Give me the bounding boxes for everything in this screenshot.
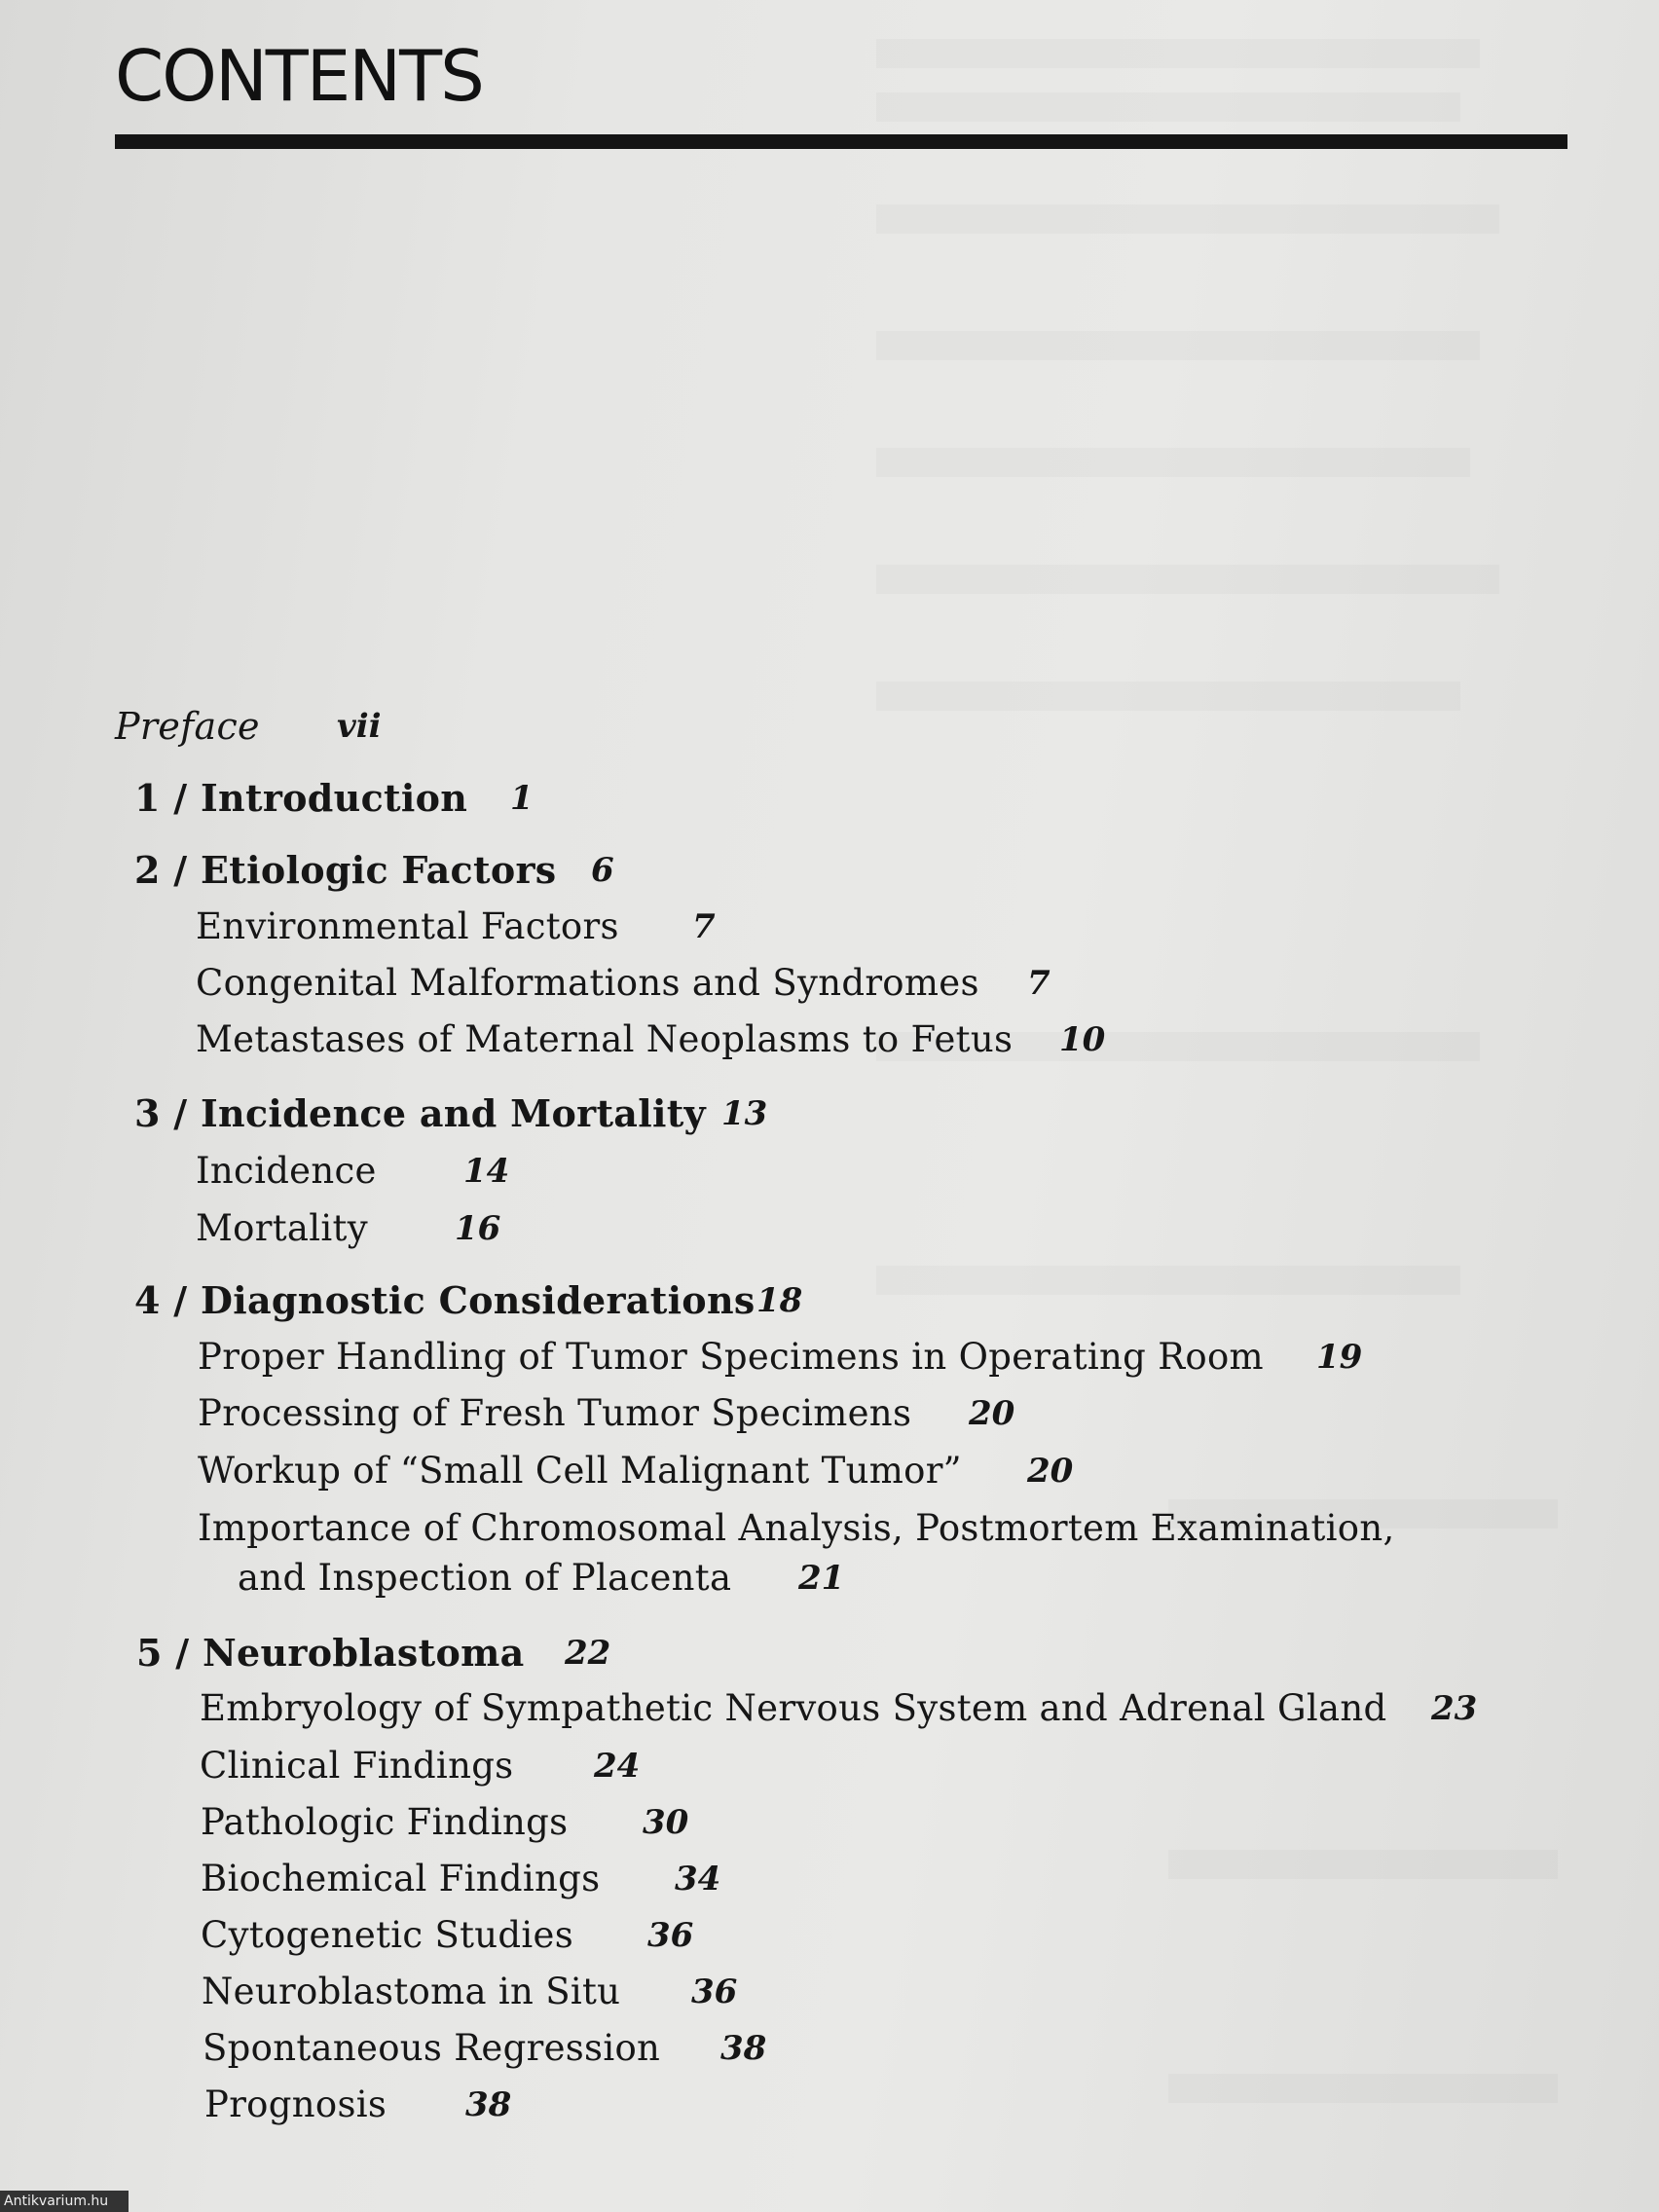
watermark: Antikvarium.hu bbox=[0, 2191, 129, 2212]
chapter-5-page: 22 bbox=[565, 1634, 611, 1673]
section-5-1: Embryology of Sympathetic Nervous System and Adrenal Gland bbox=[200, 1687, 1387, 1729]
section-2-1-page: 7 bbox=[692, 907, 716, 946]
section-4-4: Importance of Chromosomal Analysis, Postmortem Examination, bbox=[198, 1507, 1395, 1549]
section-5-8-page: 38 bbox=[465, 2085, 512, 2124]
chapter-3-page: 13 bbox=[721, 1094, 768, 1133]
chapter-4-page: 18 bbox=[756, 1281, 803, 1320]
page-title: CONTENTS bbox=[115, 35, 483, 117]
section-5-1-page: 23 bbox=[1431, 1689, 1478, 1728]
section-5-6-page: 36 bbox=[691, 1972, 738, 2011]
section-4-2: Processing of Fresh Tumor Specimens bbox=[198, 1392, 912, 1434]
section-4-1: Proper Handling of Tumor Specimens in Operating Room bbox=[198, 1336, 1264, 1378]
section-5-7: Spontaneous Regression bbox=[203, 2027, 661, 2069]
section-5-2: Clinical Findings bbox=[200, 1745, 514, 1787]
section-5-8: Prognosis bbox=[204, 2083, 387, 2125]
section-4-3: Workup of “Small Cell Malignant Tumor” bbox=[198, 1450, 962, 1492]
section-3-1-page: 14 bbox=[463, 1152, 510, 1191]
section-5-2-page: 24 bbox=[594, 1747, 641, 1786]
section-3-2: Mortality bbox=[196, 1207, 368, 1249]
preface-page: vii bbox=[337, 707, 382, 746]
section-3-2-page: 16 bbox=[455, 1209, 501, 1248]
section-4-4-page: 21 bbox=[798, 1559, 845, 1598]
section-2-3-page: 10 bbox=[1059, 1020, 1106, 1059]
chapter-1-page: 1 bbox=[510, 779, 534, 818]
title-rule bbox=[115, 134, 1567, 149]
section-4-3-page: 20 bbox=[1027, 1452, 1074, 1491]
section-3-1: Incidence bbox=[196, 1150, 377, 1192]
preface-label: Preface bbox=[115, 705, 260, 748]
section-5-3: Pathologic Findings bbox=[201, 1801, 569, 1843]
chapter-5-title: 5 / Neuroblastoma bbox=[136, 1631, 525, 1675]
chapter-3-title: 3 / Incidence and Mortality bbox=[134, 1091, 706, 1135]
section-5-3-page: 30 bbox=[643, 1803, 689, 1842]
section-2-3: Metastases of Maternal Neoplasms to Fetus bbox=[196, 1018, 1014, 1060]
section-5-5-page: 36 bbox=[647, 1916, 694, 1955]
section-5-4: Biochemical Findings bbox=[201, 1858, 601, 1899]
chapter-1-title: 1 / Introduction bbox=[134, 776, 468, 820]
chapter-4-title: 4 / Diagnostic Considerations bbox=[134, 1278, 756, 1322]
section-2-2: Congenital Malformations and Syndromes bbox=[196, 962, 979, 1004]
section-2-2-page: 7 bbox=[1027, 964, 1051, 1003]
section-2-1: Environmental Factors bbox=[196, 905, 619, 947]
section-5-7-page: 38 bbox=[720, 2029, 767, 2068]
chapter-2-page: 6 bbox=[591, 851, 614, 890]
section-4-4-cont: and Inspection of Placenta bbox=[238, 1557, 732, 1599]
section-5-6: Neuroblastoma in Situ bbox=[202, 1971, 621, 2012]
section-4-2-page: 20 bbox=[969, 1394, 1015, 1433]
section-5-4-page: 34 bbox=[675, 1860, 721, 1899]
section-4-1-page: 19 bbox=[1316, 1338, 1363, 1377]
chapter-2-title: 2 / Etiologic Factors bbox=[134, 848, 557, 892]
section-5-5: Cytogenetic Studies bbox=[201, 1914, 573, 1956]
